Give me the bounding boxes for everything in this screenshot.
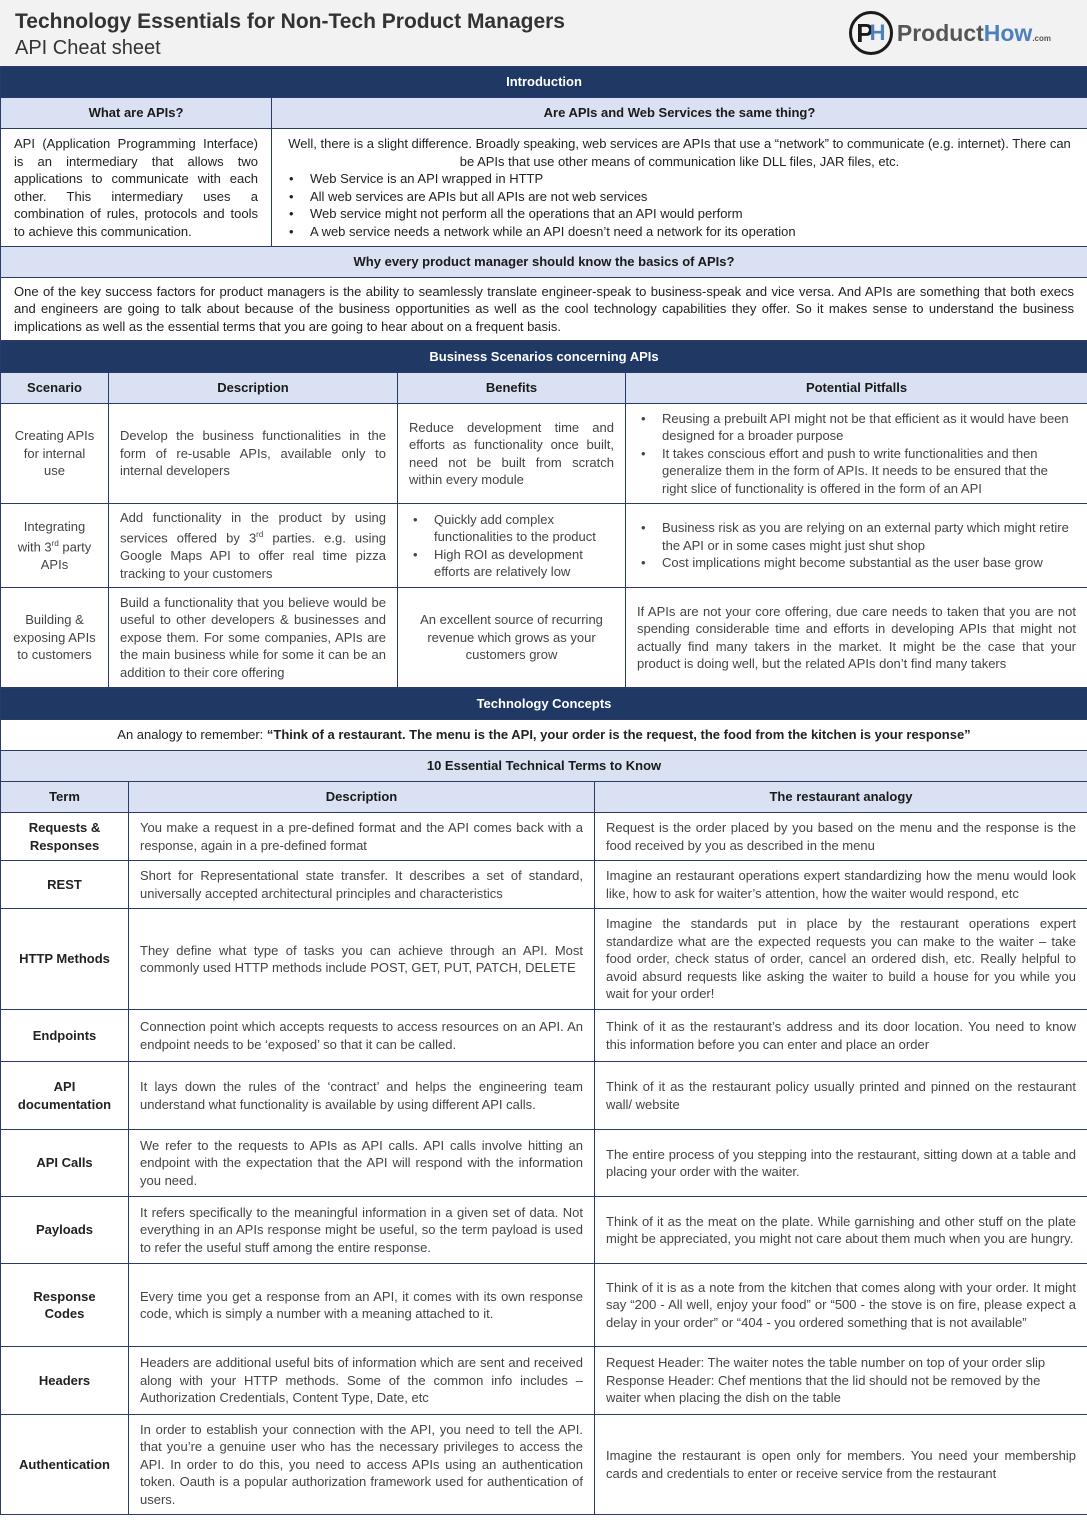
list-item: • Web service might not perform all the operations that an API would perform bbox=[285, 205, 1074, 223]
response-header-line: Response Header: Chef mentions that the lid should not be removed by the waiter when placing the dish on the table bbox=[606, 1372, 1041, 1406]
list-item: • High ROI as development efforts are relatively low bbox=[409, 546, 614, 581]
table-row bbox=[1, 1010, 1087, 1062]
pitfalls-cell bbox=[626, 404, 1087, 504]
table-row bbox=[1, 1415, 1087, 1515]
page-subtitle: API Cheat sheet bbox=[15, 37, 161, 59]
analogy-cell: Think of it as the meat on the plate. While garnishing and other stuff on the plate might be appreciated, you might not care about them much when you are hungry. bbox=[595, 1197, 1087, 1264]
analogy-cell: Imagine an restaurant operations expert standardizing how the menu would look like, how to ask for waiter’s attention, how the waiter would respond, etc bbox=[595, 861, 1087, 909]
list-item: • Cost implications might become substantial as the user base grow bbox=[637, 554, 1076, 572]
list-item: • It takes conscious effort and push to write functionalities and then generalize them in the form of APIs. It needs to be ensured that the right slice of functionality is offered in the form of an API bbox=[637, 445, 1076, 498]
business-heading: Business Scenarios concerning APIs bbox=[1, 342, 1087, 373]
term-description-cell: Headers are additional useful bits of information which are sent and received along with your HTTP methods. Some of the common info includes – Authorization Credentials, Content Type, Date, etc bbox=[129, 1347, 595, 1415]
term-cell: Authentication bbox=[1, 1415, 129, 1515]
pitfalls-cell bbox=[626, 504, 1087, 588]
col-scenario: Scenario bbox=[1, 373, 109, 404]
term-description-cell: They define what type of tasks you can achieve through an API. Most commonly used HTTP methods include POST, GET, PUT, PATCH, DELETE bbox=[129, 909, 595, 1010]
list-item: • Quickly add complex functionalities to the product bbox=[409, 511, 614, 546]
list-item: • All web services are APIs but all APIs are not web services bbox=[285, 188, 1074, 206]
apis-vs-webservices-list bbox=[285, 170, 1074, 240]
term-description-cell: Every time you get a response from an API, it comes with its own response code, which is simply a number with a meaning attached to it. bbox=[129, 1264, 595, 1347]
apis-vs-webservices-cell bbox=[272, 129, 1087, 247]
term-cell: Response Codes bbox=[1, 1264, 129, 1347]
description-cell: Develop the business functionalities in the form of re-usable APIs, available only to internal developers bbox=[109, 404, 398, 504]
tech-table bbox=[0, 688, 1087, 1515]
analogy-line: An analogy to remember: “Think of a restaurant. The menu is the API, your order is the request, the food from the kitchen is your response” bbox=[1, 720, 1087, 751]
table-row bbox=[1, 1347, 1087, 1415]
list-item: • Reusing a prebuilt API might not be that efficient as it would have been designed for a broader purpose bbox=[637, 410, 1076, 445]
table-row bbox=[1, 404, 1087, 504]
apis-vs-webservices-text: Well, there is a slight difference. Broadly speaking, web services are APIs that use a “network” to communicate (e.g. internet). There can be APIs that use other means of communication like DLL files, JAR files, etc. bbox=[288, 136, 1071, 169]
request-header-line: Request Header: The waiter notes the table number on top of your order slip bbox=[606, 1355, 1046, 1371]
scenario-cell: Integrating with 3rd party APIs bbox=[1, 504, 109, 588]
term-cell: Requests & Responses bbox=[1, 813, 129, 861]
scenario-cell: Creating APIs for internal use bbox=[1, 404, 109, 504]
term-description-cell: We refer to the requests to APIs as API calls. API calls involve hitting an endpoint with the expectation that the API will respond with the information you need. bbox=[129, 1130, 595, 1197]
analogy-cell bbox=[595, 1347, 1087, 1415]
term-cell: REST bbox=[1, 861, 129, 909]
producthow-logo[interactable] bbox=[849, 10, 1051, 56]
term-description-cell: Connection point which accepts requests to access resources on an API. An endpoint needs to be ‘exposed’ so that it can be called. bbox=[129, 1010, 595, 1062]
analogy-cell: Think of it as the restaurant’s address and its door location. You need to know this information before you can enter and place an order bbox=[595, 1010, 1087, 1062]
benefits-cell: Reduce development time and efforts as functionality once built, need not be built from scratch within every module bbox=[398, 404, 626, 504]
term-description-cell: It refers specifically to the meaningful information in a given set of data. Not everything in an APIs response might be useful, so the term payload is used to refer the useful stuff among the entire response. bbox=[129, 1197, 595, 1264]
page-title: Technology Essentials for Non-Tech Product Managers bbox=[15, 10, 565, 33]
description-cell: Build a functionality that you believe would be useful to other developers & businesses and expose them. For some companies, APIs are the main business while for some it can be an addition to their core offering bbox=[109, 588, 398, 688]
benefits-cell: An excellent source of recurring revenue which grows as your customers grow bbox=[398, 588, 626, 688]
term-description-cell: Short for Representational state transfer. It describes a set of standard, universally accepted architectural principles and characteristics bbox=[129, 861, 595, 909]
analogy-cell: The entire process of you stepping into the restaurant, sitting down at a table and placing your order with the waiter. bbox=[595, 1130, 1087, 1197]
intro-table bbox=[0, 66, 1087, 341]
table-row bbox=[1, 861, 1087, 909]
table-row bbox=[1, 813, 1087, 861]
col-benefits: Benefits bbox=[398, 373, 626, 404]
term-cell: API Calls bbox=[1, 1130, 129, 1197]
apis-vs-webservices-heading: Are APIs and Web Services the same thing? bbox=[272, 98, 1087, 129]
benefits-cell bbox=[398, 504, 626, 588]
description-cell: Add functionality in the product by using services offered by 3rd parties. e.g. using Google Maps API to offer real time pizza tracking to your customers bbox=[109, 504, 398, 588]
analogy-cell: Request is the order placed by you based on the menu and the response is the food received by you as described in the menu bbox=[595, 813, 1087, 861]
table-row bbox=[1, 1130, 1087, 1197]
term-cell: API documentation bbox=[1, 1062, 129, 1130]
table-row bbox=[1, 504, 1087, 588]
table-row bbox=[1, 1197, 1087, 1264]
logo-icon: P H bbox=[849, 11, 893, 55]
what-are-apis-text: API (Application Programming Interface) is an intermediary that allows two applications to communicate with each other. This intermediary uses a combination of rules, protocols and tools to achieve this communication. bbox=[1, 129, 272, 247]
analogy-quote: “Think of a restaurant. The menu is the API, your order is the request, the food from the kitchen is your response” bbox=[266, 727, 971, 743]
analogy-cell: Imagine the restaurant is open only for members. You need your membership cards and credentials to enter or receive service from the restaurant bbox=[595, 1415, 1087, 1515]
term-description-cell: In order to establish your connection with the API, you need to tell the API. that you’re a genuine user who has the necessary privileges to access the API. In order to do this, you need to access APIs using an authentication token. Oauth is a popular authorization framework used for authentication of users. bbox=[129, 1415, 595, 1515]
col-term-description: Description bbox=[129, 782, 595, 813]
list-item: • A web service needs a network while an API doesn’t need a network for its operation bbox=[285, 223, 1074, 241]
why-heading: Why every product manager should know the basics of APIs? bbox=[1, 247, 1087, 278]
term-cell: Payloads bbox=[1, 1197, 129, 1264]
scenario-cell: Building & exposing APIs to customers bbox=[1, 588, 109, 688]
table-row bbox=[1, 588, 1087, 688]
pitfalls-cell: If APIs are not your core offering, due care needs to taken that you are not spending considerable time and efforts in developing APIs that might not actually find many takers in the market. It might be the case that your product is doing well, but the related APIs don’t find many takers bbox=[626, 588, 1087, 688]
col-pitfalls: Potential Pitfalls bbox=[626, 373, 1087, 404]
term-description-cell: You make a request in a pre-defined format and the API comes back with a response, again in a pre-defined format bbox=[129, 813, 595, 861]
list-item: • Business risk as you are relying on an external party which might retire the API or in some cases might just shut shop bbox=[637, 519, 1076, 554]
intro-heading: Introduction bbox=[1, 67, 1087, 98]
analogy-cell: Think of it as the restaurant policy usually printed and pinned on the restaurant wall/ website bbox=[595, 1062, 1087, 1130]
tech-heading: Technology Concepts bbox=[1, 689, 1087, 720]
logo-text: ProductHow.com bbox=[896, 19, 1051, 46]
term-cell: Endpoints bbox=[1, 1010, 129, 1062]
why-text: One of the key success factors for product managers is the ability to seamlessly translate engineer-speak to business-speak and vice versa. And APIs are something that both execs and engineers are going to talk about because of the business opportunities as well as the cool technology capabilities they offer. So it makes sense to understand the business implications as well as the essential terms that you are going to hear about on a frequent basis. bbox=[1, 278, 1087, 341]
analogy-cell: Think of it is as a note from the kitchen that comes along with your order. It might say “200 - All well, enjoy your food” or “500 - the stove is on fire, please expect a delay in your order” or “404 - you ordered something that is not available” bbox=[595, 1264, 1087, 1347]
terms-heading: 10 Essential Technical Terms to Know bbox=[1, 751, 1087, 782]
analogy-cell: Imagine the standards put in place by the restaurant operations expert standardize what are the expected requests you can make to the waiter – take food order, check status of order, cancel an ordered dish, etc. Really helpful to avoid absurd requests like asking the waiter to build a house for you while you wait for your order! bbox=[595, 909, 1087, 1010]
term-cell: HTTP Methods bbox=[1, 909, 129, 1010]
business-table bbox=[0, 341, 1087, 688]
table-row bbox=[1, 1264, 1087, 1347]
term-description-cell: It lays down the rules of the ‘contract’ and helps the engineering team understand what functionality is available by using different API calls. bbox=[129, 1062, 595, 1130]
table-row bbox=[1, 909, 1087, 1010]
col-analogy: The restaurant analogy bbox=[595, 782, 1087, 813]
col-description: Description bbox=[109, 373, 398, 404]
page-header bbox=[0, 0, 1087, 66]
col-term: Term bbox=[1, 782, 129, 813]
what-are-apis-heading: What are APIs? bbox=[1, 98, 272, 129]
term-cell: Headers bbox=[1, 1347, 129, 1415]
table-row bbox=[1, 1062, 1087, 1130]
list-item: • Web Service is an API wrapped in HTTP bbox=[285, 170, 1074, 188]
